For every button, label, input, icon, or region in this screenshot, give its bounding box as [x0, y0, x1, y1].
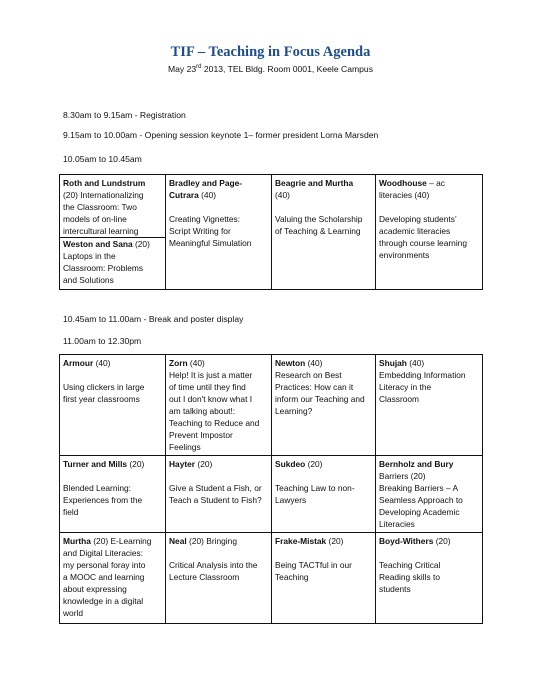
session-text: (20) Internationalizing	[63, 190, 144, 200]
session-text: Blended Learning:	[63, 483, 131, 493]
session-text: through course learning	[379, 238, 467, 248]
session-text: Developing Academic	[379, 507, 460, 517]
session-text: students	[379, 584, 411, 594]
session-text: Teaching	[275, 572, 309, 582]
presenter-name: Frake-Mistak	[275, 536, 327, 546]
session-text: – ac	[426, 178, 445, 188]
presenter-name: Armour	[63, 358, 94, 368]
date-location: 2013, TEL Bldg. Room 0001, Keele Campus	[201, 64, 374, 74]
session2-cell	[272, 533, 376, 624]
session2-table	[59, 354, 483, 624]
session-text: Teaching Critical	[379, 560, 441, 570]
session-text: my personal foray into	[63, 560, 146, 570]
event-date-location	[0, 64, 541, 74]
presenter-name: Bernholz and Bury	[379, 459, 454, 469]
session-text: field	[63, 507, 79, 517]
presenter-name: Shujah	[379, 358, 407, 368]
session-duration: (40)	[187, 358, 205, 368]
presenter-name: Cutrara	[169, 190, 199, 200]
session2-cell	[376, 533, 483, 624]
schedule-session1-time: 10.05am to 10.45am	[63, 154, 142, 164]
session2-cell	[272, 355, 376, 456]
session2-cell	[60, 355, 166, 456]
session-text: academic literacies	[379, 226, 451, 236]
presenter-name: Beagrie and Murtha	[275, 178, 354, 188]
session-text: Help! It is just a matter	[169, 370, 253, 380]
session-duration: (20)	[195, 459, 213, 469]
session-duration: literacies (40)	[379, 190, 430, 200]
session-duration: (20) Bringing	[186, 536, 237, 546]
session-text: Lawyers	[275, 495, 307, 505]
session-text: Classroom	[379, 394, 420, 404]
session1-cell-1	[60, 175, 166, 290]
session-duration: (40)	[305, 358, 323, 368]
session2-cell	[166, 355, 272, 456]
session2-cell	[376, 355, 483, 456]
presenter-name: Murtha	[63, 536, 91, 546]
session-text: and Solutions	[63, 275, 114, 285]
session-text: Creating Vignettes:	[169, 214, 241, 224]
session1-subcell	[60, 237, 165, 286]
session-text: of time until they find	[169, 382, 246, 392]
session-text: Laptops in the	[63, 251, 116, 261]
presenter-name: Zorn	[169, 358, 188, 368]
table-row	[60, 355, 483, 456]
date-main: May 23	[167, 64, 197, 74]
session-duration: (20)	[326, 536, 344, 546]
session-text: Meaningful Simulation	[169, 238, 252, 248]
session-duration: (20) E-Learning	[90, 536, 152, 546]
session-text: intercultural learning	[63, 226, 139, 236]
presenter-name: Roth and Lundstrum	[63, 178, 146, 188]
presenter-name: Turner and Mills	[63, 459, 128, 469]
date-ordinal: rd	[196, 64, 202, 71]
session-text: world	[63, 608, 84, 618]
session-text: Developing students’	[379, 214, 457, 224]
session2-cell	[60, 533, 166, 624]
session-text: Learning?	[275, 406, 313, 416]
session2-cell	[272, 456, 376, 533]
session-text: Literacies	[379, 519, 415, 529]
page-title: TIF – Teaching in Focus Agenda	[170, 44, 371, 60]
session-text: Reading skills to	[379, 572, 440, 582]
session-text: and Digital Literacies:	[63, 548, 144, 558]
session-text: Valuing the Scholarship	[275, 214, 363, 224]
table-row	[60, 456, 483, 533]
session-text: Critical Analysis into the	[169, 560, 258, 570]
session1-cell-3	[272, 175, 376, 290]
presenter-name: Sukdeo	[275, 459, 306, 469]
session-duration: (20)	[433, 536, 451, 546]
session-duration: (20)	[127, 459, 145, 469]
session-text: Give a Student a Fish, or	[169, 483, 262, 493]
session-text: models of on-line	[63, 214, 127, 224]
presenter-name: Bradley and Page-	[169, 178, 243, 188]
session-text: of Teaching & Learning	[275, 226, 361, 236]
session-text: Research on Best	[275, 370, 342, 380]
session2-cell	[166, 456, 272, 533]
session1-cell-4	[376, 175, 483, 290]
session-text: Using clickers in large	[63, 382, 145, 392]
schedule-session2-time: 11.00am to 12.30pm	[63, 336, 142, 346]
session2-cell	[376, 456, 483, 533]
session1-cell-2	[166, 175, 272, 290]
session2-cell	[60, 456, 166, 533]
presenter-name: Weston and Sana	[63, 239, 133, 249]
session-text: about expressing	[63, 584, 127, 594]
session-text: first year classrooms	[63, 394, 140, 404]
session-text: Feelings	[169, 442, 201, 452]
schedule-registration: 8.30am to 9.15am - Registration	[63, 110, 186, 120]
session-text: Embedding Information	[379, 370, 466, 380]
session-text: Lecture Classroom	[169, 572, 240, 582]
presenter-name: Neal	[169, 536, 187, 546]
session-text: inform our Teaching and	[275, 394, 365, 404]
session-duration: (40)	[93, 358, 111, 368]
session-text: out I don't know what I	[169, 394, 253, 404]
session-text: the Classroom: Two	[63, 202, 137, 212]
session-text: Being TACTful in our	[275, 560, 352, 570]
session-text: Classroom: Problems	[63, 263, 144, 273]
session-text: environments	[379, 250, 430, 260]
session-text: Practices: How can it	[275, 382, 354, 392]
session-duration: (40)	[275, 190, 290, 200]
presenter-name: Hayter	[169, 459, 196, 469]
session-text: a MOOC and learning	[63, 572, 145, 582]
session-text: Prevent Impostor	[169, 430, 233, 440]
session2-cell	[166, 533, 272, 624]
presenter-name: Woodhouse	[379, 178, 427, 188]
table-row	[60, 175, 483, 290]
session-text: am talking about!:	[169, 406, 236, 416]
table-row	[60, 533, 483, 624]
schedule-keynote: 9.15am to 10.00am - Opening session keynote 1– former president Lorna Marsden	[63, 130, 379, 140]
session-text: Seamless Approach to	[379, 495, 463, 505]
schedule-break: 10.45am to 11.00am - Break and poster display	[63, 314, 244, 324]
session-text: Teach a Student to Fish?	[169, 495, 262, 505]
session-text: Experiences from the	[63, 495, 143, 505]
session1-table	[59, 174, 483, 290]
session-text: Teaching Law to non-	[275, 483, 355, 493]
session-duration: (20)	[132, 239, 150, 249]
session-duration: Barriers (20)	[379, 471, 426, 481]
presenter-name: Newton	[275, 358, 306, 368]
session-text: Breaking Barriers – A	[379, 483, 459, 493]
session-text: Teaching to Reduce and	[169, 418, 260, 428]
session-text: Literacy in the	[379, 382, 432, 392]
presenter-name: Boyd-Withers	[379, 536, 434, 546]
session-duration: (40)	[406, 358, 425, 368]
session-text: Script Writing for	[169, 226, 231, 236]
session-text: knowledge in a digital	[63, 596, 144, 606]
session-duration: (20)	[305, 459, 323, 469]
session-duration: (40)	[198, 190, 217, 200]
